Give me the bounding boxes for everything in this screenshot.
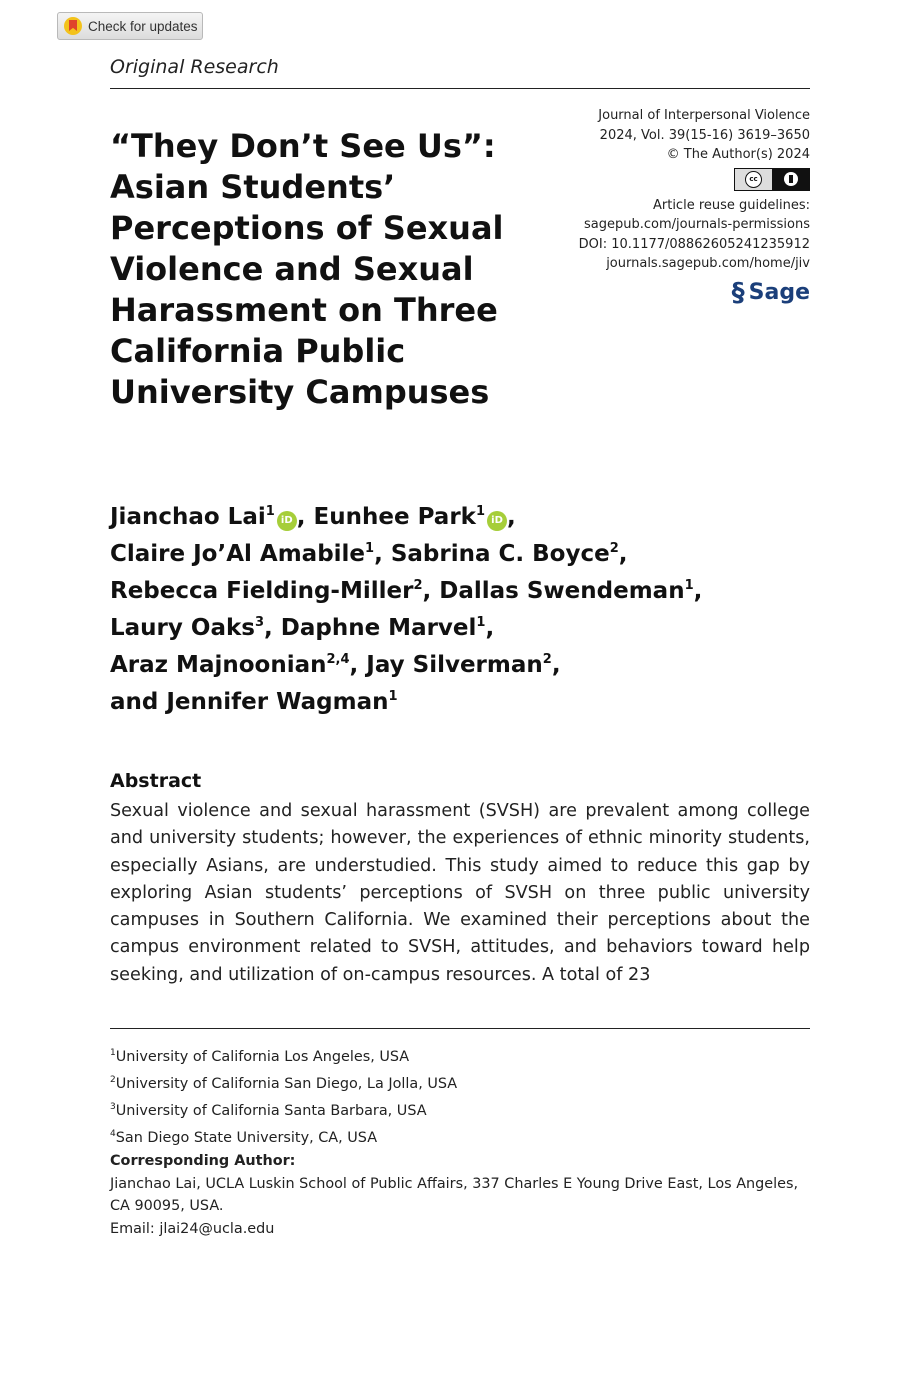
author-affiliation-marker: 1 [475,504,486,519]
journal-name: Journal of Interpersonal Violence [598,108,810,123]
author-affiliation-marker: 2 [609,541,619,556]
check-for-updates-label: Check for updates [88,18,198,34]
affiliation-text: San Diego State University, CA, USA [115,1130,378,1146]
author-name: Claire Jo’Al Amabile [110,541,366,567]
affiliation-item [110,1123,810,1150]
cc-icon: cc [745,171,762,188]
journal-home-link[interactable]: journals.sagepub.com/home/jiv [606,256,810,271]
affiliation-marker: 4 [110,1129,116,1139]
author-name: Rebecca Fielding-Miller [110,578,414,604]
section-label: Original Research [110,56,279,78]
corresponding-author-heading: Corresponding Author: [110,1153,296,1169]
cc-by-license-icon[interactable] [734,168,810,191]
abstract-text: Sexual violence and sexual harassment (SVSH) are prevalent among college and university students; however, the experiences of ethnic minority students, especially Asians, are understudied. This study aimed to reduce this gap by exploring Asian students’ perceptions of SVSH on three public university campuses in Southern California. We examined their perceptions about the campus environment related to SVSH, attitudes, and behaviors toward help seeking, and utilization of on-campus resources. A total of 23 [110,801,810,985]
permissions-link[interactable]: sagepub.com/journals-permissions [584,217,810,232]
author-affiliation-marker: 1 [684,578,694,593]
attribution-icon [784,172,798,186]
affiliation-text: University of California Santa Barbara, USA [115,1103,427,1119]
author-affiliation-marker: 3 [254,615,264,630]
author-name: Laury Oaks [110,615,255,641]
affiliation-marker: 2 [110,1075,116,1085]
author-name: Eunhee Park [313,504,476,530]
author-name: Jay Silverman [366,652,543,678]
author-name: Daphne Marvel [280,615,477,641]
author-name: Araz Majnoonian [110,652,327,678]
author-name: Dallas Swendeman [439,578,685,604]
author-affiliation-marker: 1 [365,541,375,556]
author-affiliation-marker: 1 [476,615,486,630]
header-divider [110,88,810,89]
affiliation-item [110,1042,810,1069]
author-affiliation-marker: 2 [413,578,423,593]
affiliation-item [110,1096,810,1123]
sage-s-icon: § [731,277,745,308]
abstract-heading: Abstract [110,770,202,792]
journal-copyright: © The Author(s) 2024 [666,147,810,162]
article-title: “They Don’t See Us”: Asian Students’ Perceptions of Sexual Violence and Sexual Harassment on Three California Public University Campuses [110,127,504,411]
orcid-icon[interactable]: iD [487,511,507,531]
author-name: Sabrina C. Boyce [390,541,610,567]
corresponding-author-email[interactable]: Email: jlai24@ucla.edu [110,1220,275,1237]
corresponding-author [110,1150,810,1240]
bookmark-icon [64,17,82,35]
author-affiliation-marker: 2 [542,652,552,667]
affiliation-marker: 3 [110,1102,116,1112]
corresponding-author-address: Jianchao Lai, UCLA Luskin School of Public Affairs, 337 Charles E Young Drive East, Los Angeles, CA 90095, USA. [110,1175,799,1214]
affiliation-text: University of California Los Angeles, USA [115,1049,410,1065]
publisher-name: Sage [748,279,810,305]
affiliation-list [110,1042,810,1150]
author-name: Jianchao Lai [110,504,266,530]
doi-link[interactable]: DOI: 10.1177/08862605241235912 [578,236,810,252]
author-list: Jianchao Lai$^1$iD , Eunhee Park$^1$iD , Claire Jo’Al Amabile$^1$, Sabrina C. Boyce$^2$, Rebecca Fielding-Miller$^2$, Dallas Swendeman$^1$, Laury Oaks$^3$, Daphne Marvel$^1$, Araz Majnoonian$^{2,4}$, Jay Silverman$^2$, and Jennifer Wagman$^1$ [110,504,703,715]
author-affiliation-marker: 2,4 [326,652,350,667]
orcid-icon[interactable]: iD [277,511,297,531]
sage-logo [731,277,810,308]
author-name: and Jennifer Wagman [110,689,389,715]
reuse-guidelines-label: Article reuse guidelines: [652,197,810,213]
author-affiliation-marker: 1 [265,504,275,519]
check-for-updates-button[interactable] [57,12,203,40]
footnote-divider [110,1028,810,1029]
journal-volume: 2024, Vol. 39(15-16) 3619–3650 [599,127,810,143]
affiliation-text: University of California San Diego, La Jolla, USA [115,1076,458,1092]
affiliation-item [110,1069,810,1096]
affiliation-marker: 1 [110,1048,116,1058]
author-affiliation-marker: 1 [388,689,398,704]
journal-info [510,106,810,307]
